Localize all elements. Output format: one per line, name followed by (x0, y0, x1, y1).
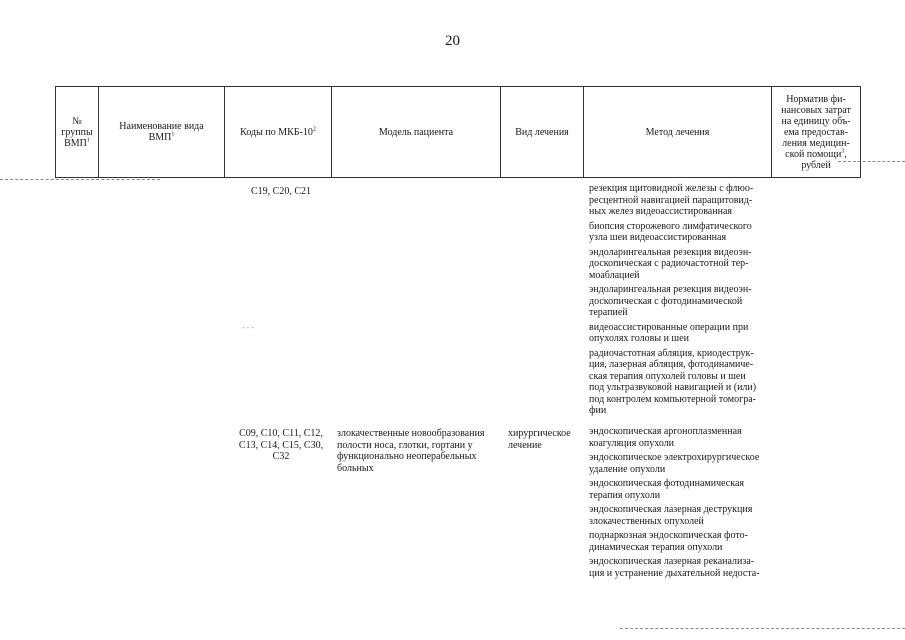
row1-m6-l1: радиочастотная абляция, криодеструк- (589, 347, 754, 359)
row1-method-5 (589, 322, 782, 345)
header-cost-norm: Норматив фи- нансовых затрат на единицу объ- ема предостав- ления медицин- ской помощи$^3$, рублей (772, 87, 861, 178)
scan-rule-bottom (620, 628, 905, 629)
row2-method-5 (589, 530, 782, 553)
header-group-line-3: ВМП (64, 137, 87, 149)
row2-m2-l2: удаление опухоли (589, 463, 666, 475)
row1-m4-l1: эндоларингеальная резекция видеоэн- (589, 284, 752, 295)
scan-rule-right (838, 161, 905, 162)
row2-patient-model (337, 428, 502, 474)
row1-m6-l3: ская терапия опухолей головы и шеи (589, 370, 746, 382)
row1-methods (589, 183, 782, 417)
table-header (55, 86, 861, 178)
header-group-line-2: группы (61, 126, 93, 138)
row2-m5-l2: динамическая терапия опухоли (589, 541, 723, 553)
scan-speck: - - - (242, 323, 254, 332)
row1-method-3 (589, 247, 782, 282)
scan-rule-left (0, 179, 160, 180)
row1-m2-l2: узла шеи видеоассистированная (589, 232, 727, 243)
header-norm-line-1: Норматив фи- (786, 93, 846, 105)
row2-codes-l1: С09, С10, С11, С12, (239, 428, 323, 439)
row1-method-2 (589, 221, 782, 244)
row2-m6-l1: эндоскопическая лазерная реканализа- (589, 556, 755, 567)
row1-method-1 (589, 183, 782, 218)
header-treatment-method: Метод лечения (584, 87, 772, 178)
row2-treat-l2: лечение (508, 439, 542, 451)
footnote-ref-3: 3 (841, 148, 845, 155)
row1-icd-codes: С19, С20, С21 (250, 186, 311, 197)
row2-model-l3: функционально неоперабельных (337, 451, 477, 462)
row1-method-6 (589, 348, 782, 417)
row2-m5-l1: поднаркозная эндоскопическая фото- (589, 530, 748, 541)
row2-method-2 (589, 452, 782, 475)
row2-model-l4: больных (337, 462, 374, 474)
row1-m1-l2: ресцентной навигацией паращитовид- (589, 194, 753, 206)
row1-m5-l1: видеоассистированные операции при (589, 321, 749, 333)
header-group-line-1: № (72, 115, 82, 127)
row2-method-6 (589, 556, 782, 579)
row2-codes-l3: С32 (272, 451, 290, 462)
header-icd-codes (225, 87, 332, 178)
row2-model-l1: злокачественные новообразования (337, 428, 485, 439)
header-name-line-2: ВМП (148, 132, 172, 143)
footnote-ref-1b: 1 (171, 131, 175, 138)
row2-codes-l2: С13, С14, С15, С30, (238, 439, 324, 451)
row1-m3-l3: моаблацией (589, 269, 640, 281)
row2-methods (589, 426, 782, 579)
row1-m2-l1: биопсия сторожевого лимфатического (589, 220, 752, 232)
row1-method-4 (589, 284, 782, 319)
row2-m4-l2: злокачественных опухолей (589, 515, 704, 527)
row2-icd-codes (232, 428, 330, 463)
header-norm-line-6: ской помощи (785, 148, 842, 160)
row2-method-3 (589, 478, 782, 501)
header-norm-line-2: нансовых затрат (781, 104, 851, 116)
row2-m6-l2: ция и устранение дыхательной недоста- (589, 567, 760, 579)
row1-m4-l3: терапией (589, 307, 628, 318)
row1-m3-l2: доскопическая с радиочастотной тер- (589, 258, 749, 269)
header-norm-line-7: рублей (801, 159, 831, 171)
row2-treat-l1: хирургическое (508, 428, 571, 439)
row1-m6-l4: под ультразвуковой навигацией и (или) (589, 382, 757, 393)
page-number: 20 (445, 33, 460, 49)
header-patient-model: Модель пациента (332, 87, 501, 178)
row2-method-4 (589, 504, 782, 527)
header-codes-label: Коды по МКБ-10 (240, 126, 313, 138)
header-group-number (56, 87, 99, 178)
row1-m6-l6: фии (589, 405, 607, 416)
row2-m3-l1: эндоскопическая фотодинамическая (589, 478, 744, 489)
row1-m3-l1: эндоларингеальная резекция видеоэн- (589, 246, 752, 258)
row1-m1-l1: резекция щитовидной железы с флюо- (589, 183, 754, 194)
header-norm-line-4: ема предостав- (783, 126, 849, 138)
header-norm-line-5: ления медицин- (782, 137, 850, 149)
row2-m1-l2: коагуляция опухоли (589, 437, 675, 449)
row2-m4-l1: эндоскопическая лазерная деструкция (589, 504, 753, 515)
row1-m6-l5: под контролем компьютерной томогра- (589, 393, 756, 405)
row2-m3-l2: терапия опухоли (589, 489, 661, 501)
header-name-line-1: Наименование вида (119, 121, 204, 132)
row2-m1-l1: эндоскопическая аргоноплазменная (589, 426, 742, 437)
row1-m1-l3: ных желез видеоассистированная (589, 206, 732, 217)
footnote-ref-1: 1 (86, 137, 90, 144)
row2-method-1 (589, 426, 782, 449)
row1-m5-l2: опухолях головы и шеи (589, 333, 689, 344)
header-treatment-type: Вид лечения (501, 87, 584, 178)
header-vmp-name (99, 87, 225, 178)
header-norm-line-3: на единицу объ- (781, 115, 851, 127)
row2-model-l2: полости носа, глотки, гортани у (337, 439, 473, 451)
row1-m6-l2: ция, лазерная абляция, фотодинамиче- (589, 359, 754, 370)
footnote-ref-2: 2 (312, 126, 316, 133)
row2-m2-l1: эндоскопическое электрохирургическое (589, 452, 760, 463)
row1-m4-l2: доскопическая с фотодинамической (589, 295, 743, 307)
row2-treatment-type (508, 428, 583, 451)
